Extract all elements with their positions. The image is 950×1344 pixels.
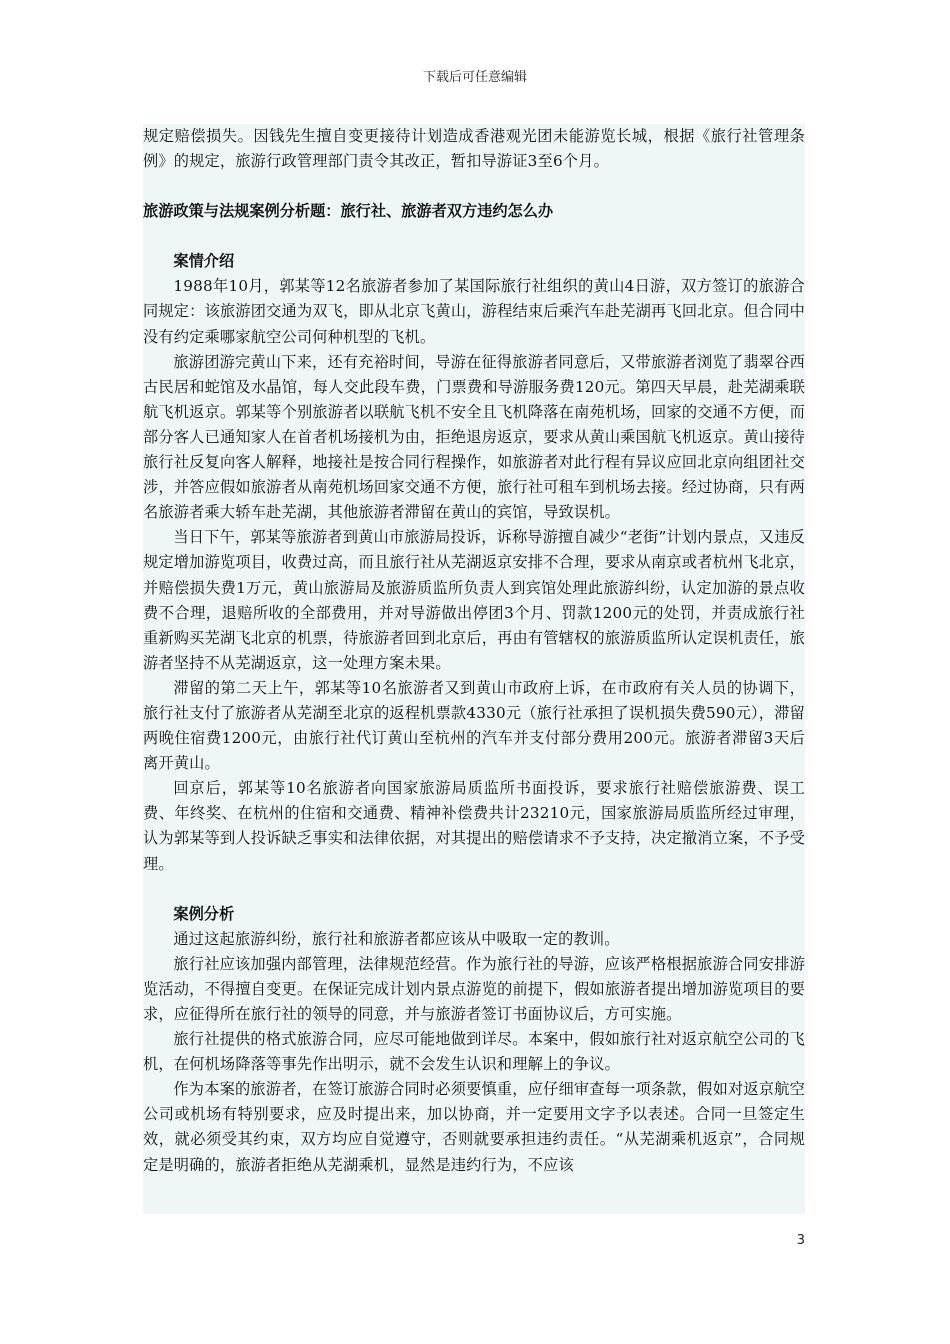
section-heading-case-analysis: 案例分析 bbox=[173, 904, 235, 923]
section-heading-case-intro: 案情介绍 bbox=[173, 252, 235, 271]
spacer bbox=[143, 877, 805, 902]
document-body bbox=[143, 124, 805, 1214]
case-title: 旅游政策与法规案例分析题：旅行社、旅游者双方违约怎么办 bbox=[143, 202, 554, 221]
spacer bbox=[143, 174, 805, 199]
case-intro-paragraph: 滞留的第二天上午，郭某等10名旅游者又到黄山市政府上诉，在市政府有关人员的协调下，旅行社支付了旅游者从芜湖至北京的返程机票款4330元（旅行社承担了误机损失费590元），滞留两晚住宿费1200元，由旅行社代订黄山至杭州的汽车并支付部分费用200元。旅游者滞留3天后离开黄山。 bbox=[143, 678, 805, 773]
intro-paragraph: 规定赔偿损失。因钱先生擅自变更接待计划造成香港观光团未能游览长城，根据《旅行社管理条例》的规定，旅游行政管理部门责令其改正，暂扣导游证3至6个月。 bbox=[143, 127, 805, 171]
case-intro-paragraph: 1988年10月，郭某等12名旅游者参加了某国际旅行社组织的黄山4日游，双方签订的旅游合同规定：该旅游团交通为双飞，即从北京飞黄山，游程结束后乘汽车赴芜湖再飞回北京。但合同中没有约定乘哪家航空公司何种机型的飞机。 bbox=[143, 277, 805, 346]
case-analysis-paragraph: 通过这起旅游纠纷，旅行社和旅游者都应该从中吸取一定的教训。 bbox=[173, 929, 620, 948]
case-analysis-paragraph: 旅行社应该加强内部管理，法律规范经营。作为旅行社的导游，应该严格根据旅游合同安排游览活动，不得擅自变更。在保证完成计划内景点游览的前提下，假如旅游者提出增加游览项目的要求，应征得所在旅行社的领导的同意，并与旅游者签订书面协议后，方可实施。 bbox=[143, 954, 805, 1023]
case-analysis-paragraph: 旅行社提供的格式旅游合同，应尽可能地做到详尽。本案中，假如旅行社对返京航空公司的飞机，在何机场降落等事先作出明示，就不会发生认识和理解上的争议。 bbox=[143, 1030, 805, 1074]
page-number: 3 bbox=[796, 1233, 805, 1248]
page-header: 下载后可任意编辑 bbox=[422, 70, 527, 85]
case-intro-paragraph: 当日下午，郭某等旅游者到黄山市旅游局投诉，诉称导游擅自减少“老街”计划内景点，又违反规定增加游览项目，收费过高，而且旅行社从芜湖返京安排不合理，要求从南京或者杭州飞北京，并赔偿损失费1万元，黄山旅游局及旅游质监所负责人到宾馆处理此旅游纠纷，认定加游的景点收费不合理，退赔所收的全部费用，并对导游做出停团3个月、罚款1200元的处罚，并责成旅行社重新购买芜湖飞北京的机票，待旅游者回到北京后，再由有管辖权的旅游质监所认定误机责任，旅游者坚持不从芜湖返京，这一处理方案未果。 bbox=[143, 528, 805, 672]
spacer bbox=[143, 224, 805, 249]
case-intro-paragraph: 回京后，郭某等10名旅游者向国家旅游局质监所书面投诉，要求旅行社赔偿旅游费、误工费、年终奖、在杭州的住宿和交通费、精神补偿费共计23210元，国家旅游局质监所经过审理，认为郭某等到人投诉缺乏事实和法律依据，对其提出的赔偿请求不予支持，决定撤消立案，不予受理。 bbox=[143, 779, 805, 873]
case-analysis-paragraph: 作为本案的旅游者，在签订旅游合同时必须要慎重，应仔细审查每一项条款，假如对返京航空公司或机场有特别要求，应及时提出来，加以协商，并一定要用文字予以表述。合同一旦签定生效，就必须受其约束，双方均应自觉遵守，否则就要承担违约责任。“从芜湖乘机返京”，合同规定是明确的，旅游者拒绝从芜湖乘机，显然是违约行为，不应该 bbox=[143, 1080, 805, 1174]
case-intro-paragraph: 旅游团游完黄山下来，还有充裕时间，导游在征得旅游者同意后，又带旅游者浏览了翡翠谷西古民居和蛇馆及水晶馆，每人交此段车费，门票费和导游服务费120元。第四天早晨，赴芜湖乘联航飞机返京。郭某等个别旅游者以联航飞机不安全且飞机降落在南苑机场，回家的交通不方便，而部分客人已通知家人在首者机场接机为由，拒绝退房返京，要求从黄山乘国航飞机返京。黄山接待旅行社反复向客人解释，地接社是按合同行程操作，如旅游者对此行程有异议应回北京向组团社交涉，并答应假如旅游者从南苑机场回家交通不方便，旅行社可租车到机场去接。经过协商，只有两名旅游者乘大轿车赴芜湖，其他旅游者滞留在黄山的宾馆，导致误机。 bbox=[143, 352, 805, 522]
